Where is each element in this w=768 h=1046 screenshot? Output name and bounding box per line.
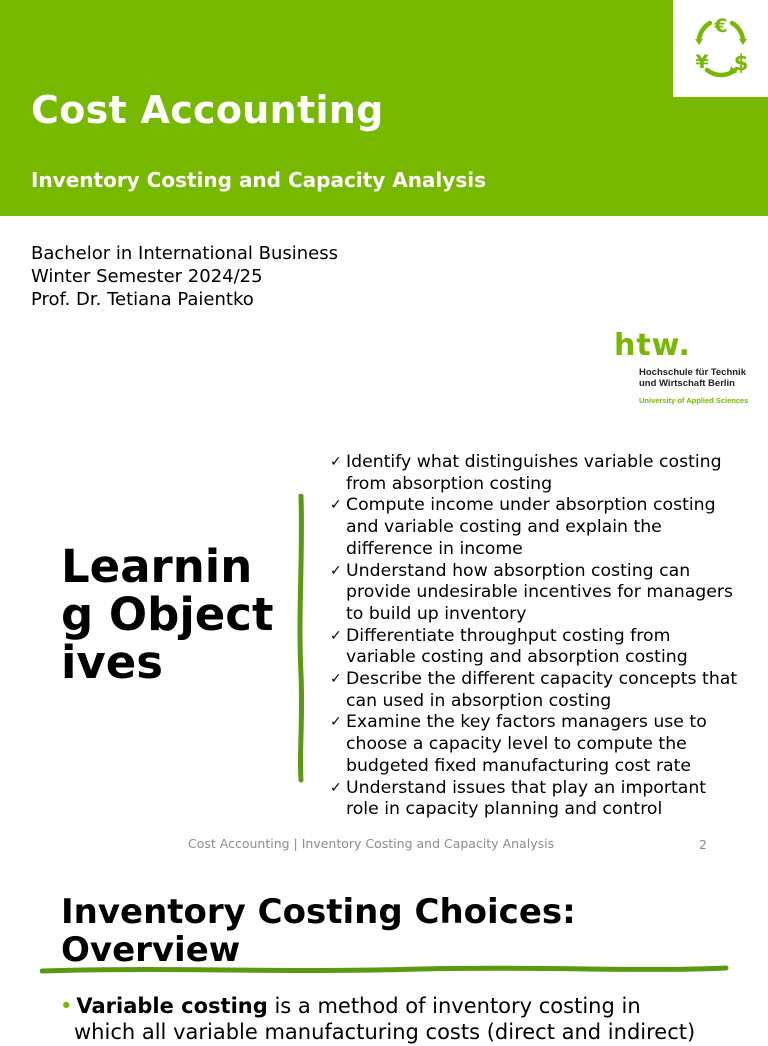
overview-bullet <box>60 992 750 1020</box>
page-number: 2 <box>699 837 707 852</box>
bullet-text: is a method of inventory costing in <box>267 994 641 1018</box>
objective-item <box>330 452 740 495</box>
course-title: Cost Accounting <box>31 88 384 132</box>
university-name-line2: und Wirtschaft Berlin <box>639 378 735 389</box>
checkmark-icon: ✓ <box>330 562 342 579</box>
currency-logo <box>673 0 768 97</box>
objective-text: Understand how absorption costing can provide undesirable incentives for managers to build up inventory <box>346 560 733 624</box>
currency-cycle-icon <box>691 12 751 78</box>
vertical-brush-divider <box>293 494 309 784</box>
title-banner <box>0 0 768 216</box>
objective-text: Compute income under absorption costing and variable costing and explain the difference in income <box>346 495 716 559</box>
semester-line: Winter Semester 2024/25 <box>31 266 263 287</box>
checkmark-icon: ✓ <box>330 671 342 688</box>
objective-text: Examine the key factors managers use to choose a capacity level to compute the budgeted fixed manufacturing cost rate <box>346 712 707 776</box>
bullet-term: Variable costing <box>76 994 268 1018</box>
lecturer-line: Prof. Dr. Tetiana Paientko <box>31 289 254 310</box>
course-subtitle: Inventory Costing and Capacity Analysis <box>31 168 486 192</box>
horizontal-brush-divider <box>40 963 730 977</box>
objective-text: Describe the different capacity concepts that can used in absorption costing <box>346 669 738 711</box>
university-wordmark: htw. <box>614 328 691 363</box>
objectives-list <box>330 452 740 821</box>
university-name <box>614 367 754 389</box>
euro-glyph: € <box>714 15 728 37</box>
objective-item <box>330 495 740 560</box>
checkmark-icon: ✓ <box>330 454 342 470</box>
checkmark-icon: ✓ <box>330 779 342 796</box>
university-logo <box>614 328 754 405</box>
checkmark-icon: ✓ <box>330 627 342 644</box>
objective-text: Understand issues that play an important role in capacity planning and control <box>346 777 707 820</box>
checkmark-icon: ✓ <box>330 714 342 731</box>
university-tagline: University of Applied Sciences <box>639 396 749 405</box>
objective-item <box>330 712 740 777</box>
dollar-glyph: $ <box>733 51 749 75</box>
objective-item <box>330 669 740 712</box>
slide-footer: Cost Accounting | Inventory Costing and Capacity Analysis <box>188 836 555 851</box>
objective-item <box>330 778 740 821</box>
university-name-line1: Hochschule für Technik <box>639 367 746 378</box>
objective-text: Differentiate throughput costing from variable costing and absorption costing <box>346 625 688 668</box>
bullet-dot-icon: • <box>60 994 73 1018</box>
objective-item <box>330 626 740 669</box>
overview-title: Inventory Costing Choices: Overview <box>61 892 576 970</box>
checkmark-icon: ✓ <box>330 497 342 514</box>
learning-objectives-heading: Learning Objectives <box>61 540 274 689</box>
overview-bullet-continuation: which all variable manufacturing costs (direct and indirect) <box>74 1020 696 1044</box>
objective-text: Identify what distinguishes variable costing from absorption costing <box>346 452 722 494</box>
yen-glyph: ¥ <box>695 51 709 73</box>
course-meta <box>31 242 338 311</box>
objective-item <box>330 561 740 626</box>
program-line: Bachelor in International Business <box>31 243 339 264</box>
